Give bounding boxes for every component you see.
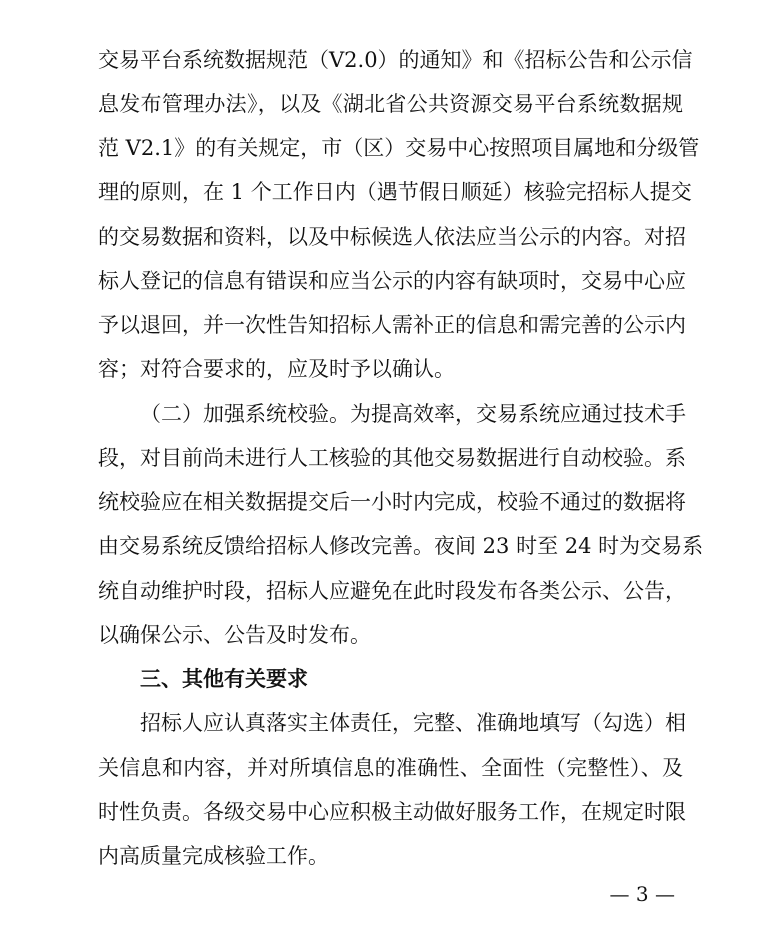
section-two-line-4: 由交易系统反馈给招标人修改完善。夜间 23 时至 24 时为交易系 [98,534,704,558]
page-number: — 3 — [609,882,675,906]
section-two-line-3: 统校验应在相关数据提交后一小时内完成，校验不通过的数据将 [98,490,686,514]
section-two-line-1: （二）加强系统校验。为提高效率，交易系统应通过技术手 [140,402,686,426]
section-three-line-2: 关信息和内容，并对所填信息的准确性、全面性（完整性）、及 [98,756,683,780]
paragraph-line-2: 息发布管理办法》，以及《湖北省公共资源交易平台系统数据规 [98,92,683,116]
section-three-line-3: 时性负责。各级交易中心应积极主动做好服务工作，在规定时限 [98,800,686,824]
section-three-line-1: 招标人应认真落实主体责任，完整、准确地填写（勾选）相 [140,711,686,735]
section-two-line-2: 段，对目前尚未进行人工核验的其他交易数据进行自动校验。系 [98,446,686,470]
section-three-line-4: 内高质量完成核验工作。 [98,844,329,868]
paragraph-line-5: 的交易数据和资料，以及中标候选人依法应当公示的内容。对招 [98,225,686,249]
paragraph-line-3: 范 V2.1》的有关规定，市（区）交易中心按照项目属地和分级管 [98,136,700,160]
section-two-line-5: 统自动维护时段，招标人应避免在此时段发布各类公示、公告， [98,579,686,603]
paragraph-line-7: 予以退回，并一次性告知招标人需补正的信息和需完善的公示内 [98,313,686,337]
paragraph-line-6: 标人登记的信息有错误和应当公示的内容有缺项时，交易中心应 [98,269,686,293]
paragraph-line-1: 交易平台系统数据规范（V2.0）的通知》和《招标公告和公示信 [98,48,693,72]
section-three-heading: 三、其他有关要求 [140,667,308,691]
paragraph-line-8: 容；对符合要求的，应及时予以确认。 [98,357,455,381]
paragraph-line-4: 理的原则，在 1 个工作日内（遇节假日顺延）核验完招标人提交 [98,180,692,204]
section-two-line-6: 以确保公示、公告及时发布。 [98,623,371,647]
